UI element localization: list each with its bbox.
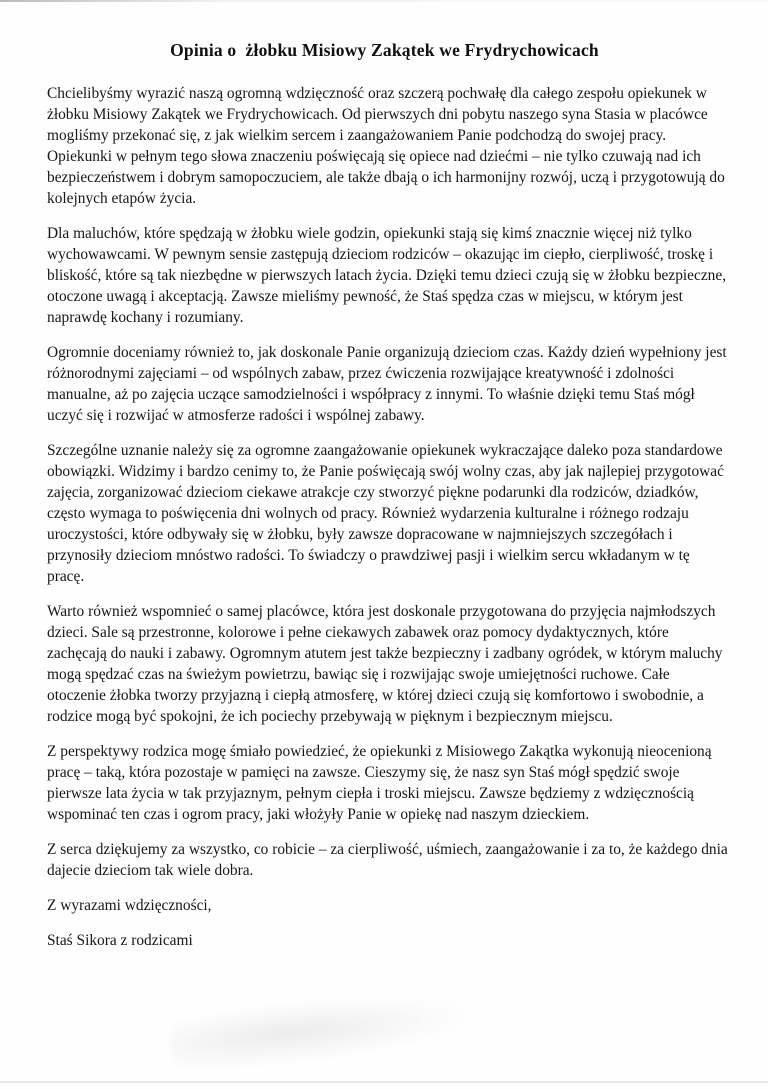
paragraph-gratitude-intro: Chcielibyśmy wyrazić naszą ogromną wdzięczność oraz szczerą pochwałę dla całego zespołu opiekunek w żłobku Misiowy Zakątek we Frydrychowicach. Od pierwszych dni pobytu naszego syna Stasia w placówce mogliśmy przekonać się, z jak wielkim sercem i zaangażowaniem Panie podchodzą do swojej pracy. Opiekunki w pełnym tego słowa znaczeniu poświęcają się opiece nad dziećmi – nie tylko czuwają nad ich bezpieczeństwem i dobrym samopoczuciem, ale także dbają o ich harmonijny rozwój, uczą i przygotowują do kolejnych etapów życia.	[47, 85, 725, 207]
paragraph-activities: Ogromnie doceniamy również to, jak doskonale Panie organizują dzieciom czas. Każdy dzień wypełniony jest różnorodnymi zajęciami – od wspólnych zabaw, przez ćwiczenia rozwijające kreatywność i zdolności manualne, aż po zajęcia uczące samodzielności i współpracy z innymi. To właśnie dzięki temu Staś mógł uczyć się i rozwijać w atmosferze radości i wspólnej zabawy.	[47, 344, 727, 424]
signature-line: Staś Sikora z rodzicami	[47, 932, 193, 949]
scan-edge-top	[0, 0, 768, 2]
paragraph-caregivers-role: Dla maluchów, które spędzają w żłobku wiele godzin, opiekunki stają się kimś znacznie więcej niż tylko wychowawcami. W pewnym sensie zastępują dzieciom rodziców – okazując im ciepło, cierpliwość, troskę i bliskość, które są tak niezbędne w pierwszych latach życia. Dzięki temu dzieci czują się w żłobku bezpieczne, otoczone uwagą i akceptacją. Zawsze mieliśmy pewność, że Staś spędza czas w miejscu, w którym jest naprawdę kochany i rozumiany.	[47, 225, 727, 326]
paragraph-special-recognition: Szczególne uznanie należy się za ogromne zaangażowanie opiekunek wykraczające daleko poza standardowe obowiązki. Widzimy i bardzo cenimy to, że Panie poświęcają swój wolny czas, aby jak najlepiej przygotować zajęcia, zorganizować dzieciom ciekawe atrakcje czy stworzyć piękne podarunki dla rodziców, dziadków, często wymaga to poświęcenia dni wolnych od pracy. Również wydarzenia kulturalne i różnego rodzaju uroczystości, które odbywały się w żłobku, były zawsze dopracowane w najmniejszych szczegółach i przynosiły dzieciom mnóstwo radości. To świadczy o prawdziwej pasji i wielkim sercu wkładanym w tę pracę.	[47, 442, 724, 585]
paragraph-parent-perspective: Z perspektywy rodzica mogę śmiało powiedzieć, że opiekunki z Misiowego Zakątka wykonują nieocenioną pracę – taką, która pozostaje w pamięci na zawsze. Cieszymy się, że nasz syn Staś mógł spędzić swoje pierwsze lata życia w tak przyjaznym, pełnym ciepła i troski miejscu. Zawsze będziemy z wdzięcznością wspominać ten czas i ogrom pracy, jaki włożyły Panie w opiekę nad naszym dzieckiem.	[47, 743, 712, 823]
paragraph-thanks: Z serca dziękujemy za wszystko, co robicie – za cierpliwość, uśmiech, zaangażowanie i za to, że każdego dnia dajecie dzieciom tak wiele dobra.	[47, 841, 728, 879]
page-title: Opinia o żłobku Misiowy Zakątek we Frydrychowicach	[170, 40, 599, 60]
paragraph-facility: Warto również wspomnieć o samej placówce, która jest doskonale przygotowana do przyjęcia najmłodszych dzieci. Sale są przestronne, kolorowe i pełne ciekawych zabawek oraz pomocy dydaktycznych, które zachęcają do nauki i zabawy. Ogromnym atutem jest także bezpieczny i zadbany ogródek, w którym maluchy mogą spędzać czas na świeżym powietrzu, bawiąc się i rozwijając swoje umiejętności ruchowe. Całe otoczenie żłobka tworzy przyjazną i ciepłą atmosferę, w której dzieci czują się komfortowo i swobodnie, a rodzice mogą być spokojni, że ich pociechy przebywają w pięknym i bezpiecznym miejscu.	[47, 603, 723, 725]
scan-edge-bottom	[0, 1081, 768, 1083]
closing-line: Z wyrazami wdzięczności,	[47, 897, 212, 914]
scan-smudge	[168, 984, 473, 1075]
